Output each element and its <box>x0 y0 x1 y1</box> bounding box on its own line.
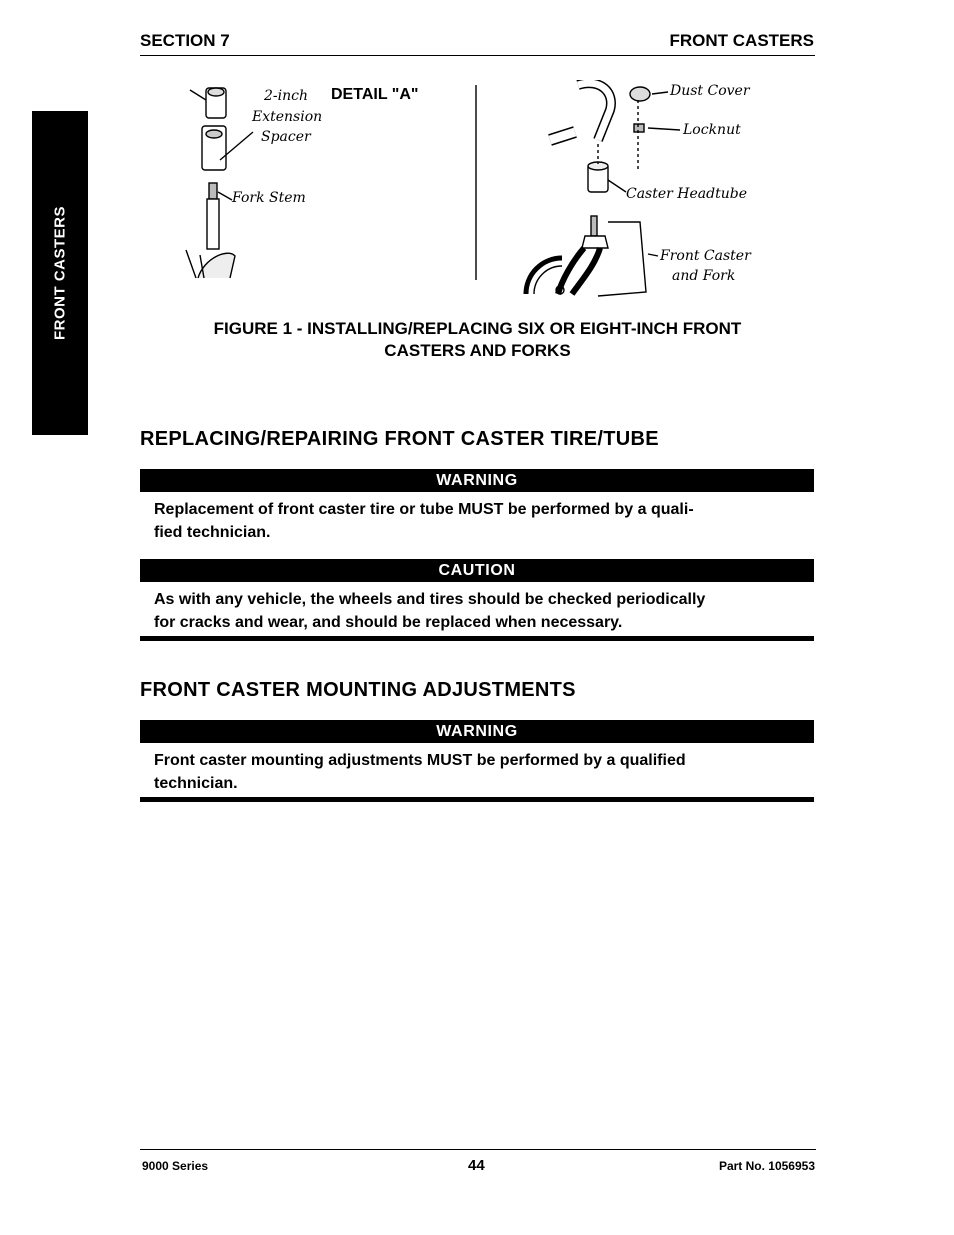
warning-text <box>154 749 804 795</box>
footer-rule <box>140 1149 816 1150</box>
extension-spacer-label-1: 2-inch <box>264 88 308 104</box>
figure-caption-line-1: FIGURE 1 - INSTALLING/REPLACING SIX OR EIGHT-INCH FRONT <box>213 319 742 338</box>
section-heading-tire-tube: REPLACING/REPAIRING FRONT CASTER TIRE/TUBE <box>140 428 659 450</box>
locknut-label: Locknut <box>683 122 741 138</box>
detail-a-label: DETAIL "A" <box>331 86 419 103</box>
front-caster-label-1: Front Caster <box>660 248 751 264</box>
warning-text <box>154 498 804 544</box>
section-heading-mounting: FRONT CASTER MOUNTING ADJUSTMENTS <box>140 679 576 701</box>
footer-part-number: Part No. 1056953 <box>718 1159 815 1173</box>
extension-spacer-label-3: Spacer <box>261 129 311 145</box>
header-rule <box>140 55 815 56</box>
front-caster-label-2: and Fork <box>672 268 736 284</box>
caution-bar: CAUTION <box>140 559 814 582</box>
caster-headtube-label: Caster Headtube <box>626 186 747 202</box>
section-number: SECTION 7 <box>140 31 230 50</box>
notice-end-rule <box>140 636 814 641</box>
figure-caption <box>140 318 815 362</box>
detail-a-drawing <box>186 88 235 278</box>
figure-caption-line-2: CASTERS AND FORKS <box>384 341 571 360</box>
caution-text <box>154 588 804 634</box>
figure-1 <box>180 80 780 300</box>
caution-text-line-1: As with any vehicle, the wheels and tires should be checked periodically <box>154 591 706 608</box>
warning-text-line-2: technician. <box>154 775 238 792</box>
fork-stem-label: Fork Stem <box>232 190 306 206</box>
page-number: 44 <box>468 1157 485 1174</box>
side-tab-label: FRONT CASTERS <box>51 206 69 340</box>
warning-bar: WARNING <box>140 469 814 492</box>
warning-text-line-2: fied technician. <box>154 524 271 541</box>
warning-text-line-1: Front caster mounting adjustments MUST be performed by a qualified <box>154 752 686 769</box>
warning-bar: WARNING <box>140 720 814 743</box>
caution-text-line-2: for cracks and wear, and should be replaced when necessary. <box>154 614 623 631</box>
dust-cover-label: Dust Cover <box>670 83 750 99</box>
section-title-header: FRONT CASTERS <box>669 31 814 50</box>
side-tab <box>32 111 88 435</box>
extension-spacer-label-2: Extension <box>252 109 323 125</box>
footer-series: 9000 Series <box>142 1159 209 1173</box>
warning-text-line-1: Replacement of front caster tire or tube MUST be performed by a quali- <box>154 501 694 518</box>
notice-end-rule <box>140 797 814 802</box>
